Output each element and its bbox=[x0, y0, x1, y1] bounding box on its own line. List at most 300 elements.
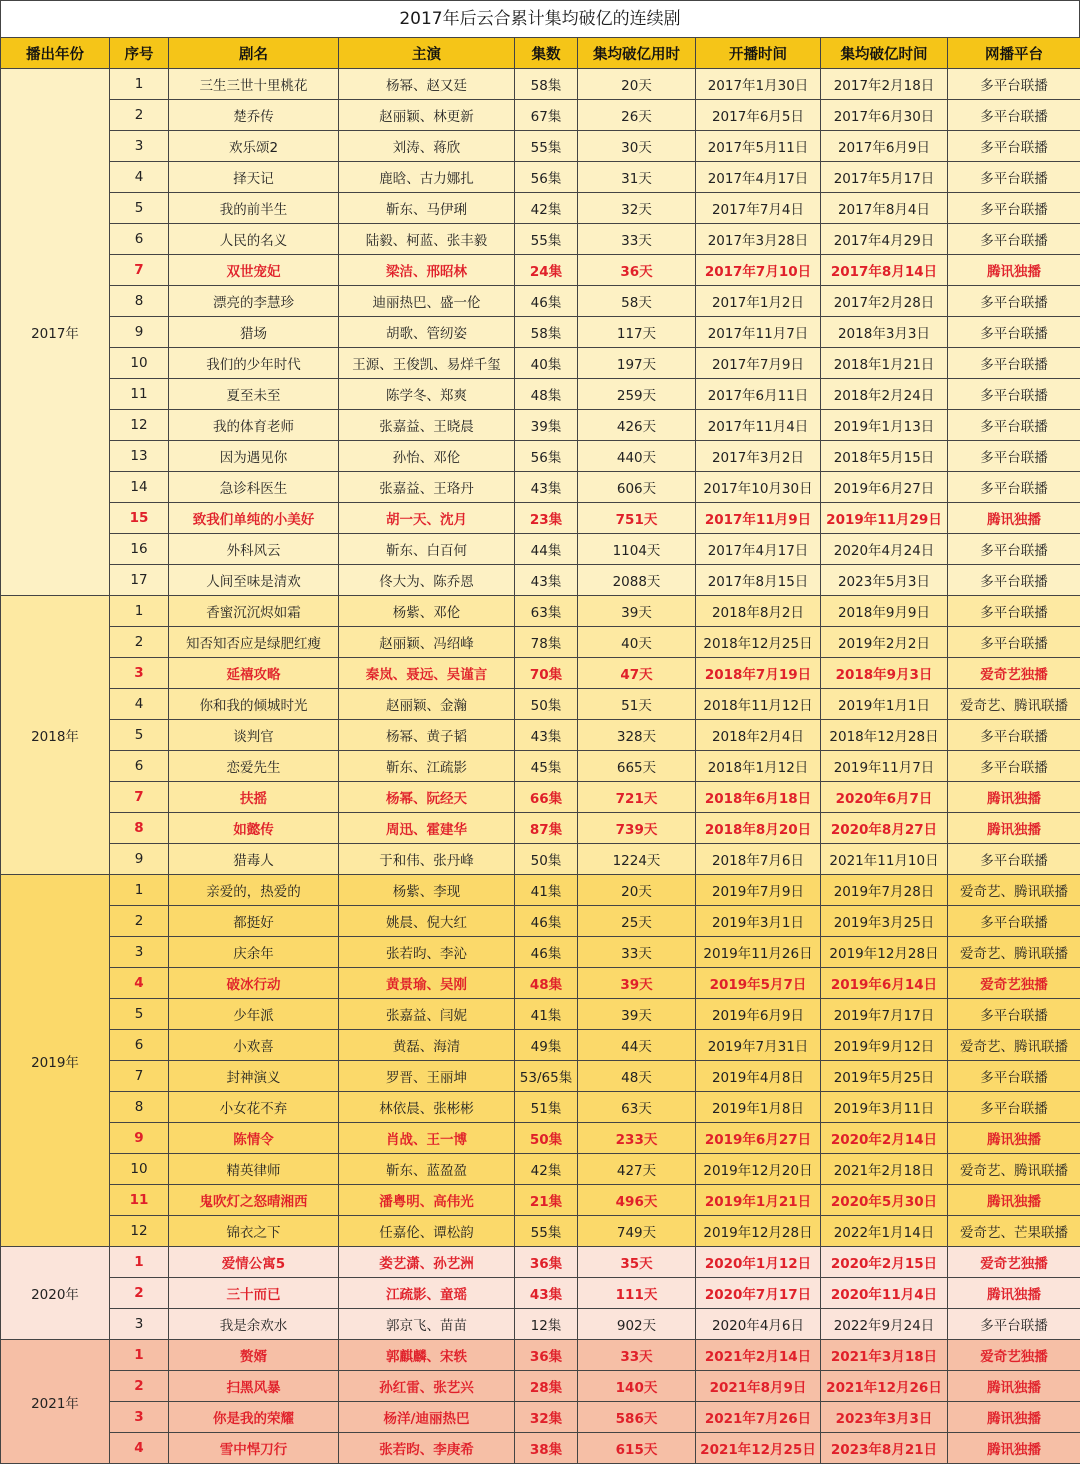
reach-date-cell: 2023年5月3日 bbox=[821, 565, 948, 596]
start-date-cell: 2020年4月6日 bbox=[696, 1309, 821, 1340]
drama-name-cell: 鬼吹灯之怒晴湘西 bbox=[169, 1185, 339, 1216]
reach-date-cell: 2021年11月10日 bbox=[821, 844, 948, 875]
table-row bbox=[1, 534, 1080, 565]
episodes-cell: 50集 bbox=[515, 1123, 578, 1154]
days-to-100m-cell: 721天 bbox=[578, 782, 696, 813]
days-to-100m-cell: 606天 bbox=[578, 472, 696, 503]
episodes-cell: 48集 bbox=[515, 379, 578, 410]
days-to-100m-cell: 427天 bbox=[578, 1154, 696, 1185]
row-no-cell: 2 bbox=[110, 627, 169, 658]
row-no-cell: 5 bbox=[110, 720, 169, 751]
platform-cell: 多平台联播 bbox=[948, 348, 1080, 379]
row-no-cell: 1 bbox=[110, 1247, 169, 1278]
row-no-cell: 12 bbox=[110, 1216, 169, 1247]
header-days: 集均破亿用时 bbox=[578, 38, 696, 69]
reach-date-cell: 2017年5月17日 bbox=[821, 162, 948, 193]
reach-date-cell: 2020年2月15日 bbox=[821, 1247, 948, 1278]
drama-name-cell: 赘婿 bbox=[169, 1340, 339, 1371]
cast-cell: 黄景瑜、吴刚 bbox=[339, 968, 515, 999]
platform-cell: 多平台联播 bbox=[948, 720, 1080, 751]
episodes-cell: 23集 bbox=[515, 503, 578, 534]
episodes-cell: 41集 bbox=[515, 999, 578, 1030]
drama-name-cell: 因为遇见你 bbox=[169, 441, 339, 472]
platform-cell: 腾讯独播 bbox=[948, 782, 1080, 813]
platform-cell: 爱奇艺、腾讯联播 bbox=[948, 875, 1080, 906]
cast-cell: 王源、王俊凯、易烊千玺 bbox=[339, 348, 515, 379]
start-date-cell: 2017年7月9日 bbox=[696, 348, 821, 379]
days-to-100m-cell: 51天 bbox=[578, 689, 696, 720]
platform-cell: 多平台联播 bbox=[948, 472, 1080, 503]
cast-cell: 罗晋、王丽坤 bbox=[339, 1061, 515, 1092]
year-cell: 2020年 bbox=[1, 1247, 110, 1340]
cast-cell: 杨幂、赵又廷 bbox=[339, 69, 515, 100]
start-date-cell: 2018年7月6日 bbox=[696, 844, 821, 875]
cast-cell: 靳东、蓝盈盈 bbox=[339, 1154, 515, 1185]
drama-name-cell: 封神演义 bbox=[169, 1061, 339, 1092]
cast-cell: 张嘉益、王珞丹 bbox=[339, 472, 515, 503]
drama-name-cell: 你和我的倾城时光 bbox=[169, 689, 339, 720]
table-row bbox=[1, 1309, 1080, 1340]
drama-name-cell: 陈情令 bbox=[169, 1123, 339, 1154]
days-to-100m-cell: 111天 bbox=[578, 1278, 696, 1309]
header-year: 播出年份 bbox=[1, 38, 110, 69]
year-cell: 2019年 bbox=[1, 875, 110, 1247]
row-no-cell: 6 bbox=[110, 751, 169, 782]
episodes-cell: 56集 bbox=[515, 162, 578, 193]
episodes-cell: 55集 bbox=[515, 1216, 578, 1247]
start-date-cell: 2018年6月18日 bbox=[696, 782, 821, 813]
drama-name-cell: 延禧攻略 bbox=[169, 658, 339, 689]
row-no-cell: 7 bbox=[110, 255, 169, 286]
days-to-100m-cell: 20天 bbox=[578, 69, 696, 100]
header-row bbox=[1, 38, 1080, 69]
episodes-cell: 43集 bbox=[515, 565, 578, 596]
table-row bbox=[1, 1433, 1080, 1464]
days-to-100m-cell: 2088天 bbox=[578, 565, 696, 596]
row-no-cell: 6 bbox=[110, 224, 169, 255]
episodes-cell: 28集 bbox=[515, 1371, 578, 1402]
episodes-cell: 12集 bbox=[515, 1309, 578, 1340]
start-date-cell: 2018年8月20日 bbox=[696, 813, 821, 844]
episodes-cell: 63集 bbox=[515, 596, 578, 627]
table-row bbox=[1, 689, 1080, 720]
episodes-cell: 48集 bbox=[515, 968, 578, 999]
row-no-cell: 11 bbox=[110, 1185, 169, 1216]
drama-name-cell: 三生三世十里桃花 bbox=[169, 69, 339, 100]
days-to-100m-cell: 33天 bbox=[578, 1340, 696, 1371]
row-no-cell: 3 bbox=[110, 937, 169, 968]
episodes-cell: 24集 bbox=[515, 255, 578, 286]
days-to-100m-cell: 31天 bbox=[578, 162, 696, 193]
days-to-100m-cell: 33天 bbox=[578, 224, 696, 255]
start-date-cell: 2017年11月4日 bbox=[696, 410, 821, 441]
episodes-cell: 42集 bbox=[515, 1154, 578, 1185]
row-no-cell: 12 bbox=[110, 410, 169, 441]
row-no-cell: 8 bbox=[110, 813, 169, 844]
platform-cell: 多平台联播 bbox=[948, 162, 1080, 193]
start-date-cell: 2019年5月7日 bbox=[696, 968, 821, 999]
days-to-100m-cell: 32天 bbox=[578, 193, 696, 224]
drama-name-cell: 我的前半生 bbox=[169, 193, 339, 224]
days-to-100m-cell: 749天 bbox=[578, 1216, 696, 1247]
cast-cell: 张若昀、李庚希 bbox=[339, 1433, 515, 1464]
drama-name-cell: 猎毒人 bbox=[169, 844, 339, 875]
table-row bbox=[1, 720, 1080, 751]
table-row bbox=[1, 1216, 1080, 1247]
reach-date-cell: 2019年11月29日 bbox=[821, 503, 948, 534]
platform-cell: 多平台联播 bbox=[948, 1309, 1080, 1340]
days-to-100m-cell: 35天 bbox=[578, 1247, 696, 1278]
episodes-cell: 43集 bbox=[515, 1278, 578, 1309]
cast-cell: 肖战、王一博 bbox=[339, 1123, 515, 1154]
platform-cell: 多平台联播 bbox=[948, 751, 1080, 782]
table-row bbox=[1, 162, 1080, 193]
start-date-cell: 2017年11月9日 bbox=[696, 503, 821, 534]
reach-date-cell: 2019年7月28日 bbox=[821, 875, 948, 906]
cast-cell: 郭麒麟、宋轶 bbox=[339, 1340, 515, 1371]
start-date-cell: 2019年4月8日 bbox=[696, 1061, 821, 1092]
table-row bbox=[1, 906, 1080, 937]
episodes-cell: 70集 bbox=[515, 658, 578, 689]
cast-cell: 杨幂、阮经天 bbox=[339, 782, 515, 813]
reach-date-cell: 2020年11月4日 bbox=[821, 1278, 948, 1309]
days-to-100m-cell: 33天 bbox=[578, 937, 696, 968]
header-episodes: 集数 bbox=[515, 38, 578, 69]
drama-name-cell: 择天记 bbox=[169, 162, 339, 193]
days-to-100m-cell: 440天 bbox=[578, 441, 696, 472]
episodes-cell: 58集 bbox=[515, 69, 578, 100]
episodes-cell: 46集 bbox=[515, 906, 578, 937]
reach-date-cell: 2021年12月26日 bbox=[821, 1371, 948, 1402]
reach-date-cell: 2019年9月12日 bbox=[821, 1030, 948, 1061]
table-row bbox=[1, 100, 1080, 131]
platform-cell: 腾讯独播 bbox=[948, 1278, 1080, 1309]
platform-cell: 爱奇艺、腾讯联播 bbox=[948, 689, 1080, 720]
row-no-cell: 15 bbox=[110, 503, 169, 534]
days-to-100m-cell: 615天 bbox=[578, 1433, 696, 1464]
drama-name-cell: 谈判官 bbox=[169, 720, 339, 751]
drama-name-cell: 雪中悍刀行 bbox=[169, 1433, 339, 1464]
table-row bbox=[1, 193, 1080, 224]
cast-cell: 佟大为、陈乔恩 bbox=[339, 565, 515, 596]
table-row bbox=[1, 255, 1080, 286]
episodes-cell: 46集 bbox=[515, 286, 578, 317]
platform-cell: 多平台联播 bbox=[948, 844, 1080, 875]
start-date-cell: 2017年5月11日 bbox=[696, 131, 821, 162]
row-no-cell: 5 bbox=[110, 193, 169, 224]
platform-cell: 腾讯独播 bbox=[948, 1433, 1080, 1464]
drama-name-cell: 爱情公寓5 bbox=[169, 1247, 339, 1278]
page-title: 2017年后云合累计集均破亿的连续剧 bbox=[0, 0, 1080, 37]
episodes-cell: 43集 bbox=[515, 720, 578, 751]
reach-date-cell: 2023年3月3日 bbox=[821, 1402, 948, 1433]
cast-cell: 于和伟、张丹峰 bbox=[339, 844, 515, 875]
drama-name-cell: 如懿传 bbox=[169, 813, 339, 844]
drama-name-cell: 亲爱的，热爱的 bbox=[169, 875, 339, 906]
cast-cell: 林依晨、张彬彬 bbox=[339, 1092, 515, 1123]
platform-cell: 多平台联播 bbox=[948, 100, 1080, 131]
start-date-cell: 2021年7月26日 bbox=[696, 1402, 821, 1433]
platform-cell: 多平台联播 bbox=[948, 1061, 1080, 1092]
table-row bbox=[1, 596, 1080, 627]
drama-name-cell: 小女花不弃 bbox=[169, 1092, 339, 1123]
table-row bbox=[1, 1371, 1080, 1402]
table-row bbox=[1, 441, 1080, 472]
drama-name-cell: 少年派 bbox=[169, 999, 339, 1030]
episodes-cell: 51集 bbox=[515, 1092, 578, 1123]
drama-name-cell: 破冰行动 bbox=[169, 968, 339, 999]
platform-cell: 多平台联播 bbox=[948, 317, 1080, 348]
episodes-cell: 67集 bbox=[515, 100, 578, 131]
cast-cell: 陆毅、柯蓝、张丰毅 bbox=[339, 224, 515, 255]
cast-cell: 赵丽颖、冯绍峰 bbox=[339, 627, 515, 658]
table-row bbox=[1, 782, 1080, 813]
table-row bbox=[1, 503, 1080, 534]
drama-name-cell: 知否知否应是绿肥红瘦 bbox=[169, 627, 339, 658]
platform-cell: 爱奇艺、芒果联播 bbox=[948, 1216, 1080, 1247]
drama-name-cell: 我的体育老师 bbox=[169, 410, 339, 441]
cast-cell: 姚晨、倪大红 bbox=[339, 906, 515, 937]
episodes-cell: 32集 bbox=[515, 1402, 578, 1433]
start-date-cell: 2021年8月9日 bbox=[696, 1371, 821, 1402]
start-date-cell: 2019年12月20日 bbox=[696, 1154, 821, 1185]
cast-cell: 陈学冬、郑爽 bbox=[339, 379, 515, 410]
year-cell: 2021年 bbox=[1, 1340, 110, 1464]
drama-name-cell: 精英律师 bbox=[169, 1154, 339, 1185]
cast-cell: 潘粤明、高伟光 bbox=[339, 1185, 515, 1216]
table-row bbox=[1, 937, 1080, 968]
start-date-cell: 2017年10月30日 bbox=[696, 472, 821, 503]
start-date-cell: 2019年7月9日 bbox=[696, 875, 821, 906]
platform-cell: 腾讯独播 bbox=[948, 1371, 1080, 1402]
drama-name-cell: 致我们单纯的小美好 bbox=[169, 503, 339, 534]
episodes-cell: 36集 bbox=[515, 1247, 578, 1278]
platform-cell: 多平台联播 bbox=[948, 906, 1080, 937]
row-no-cell: 4 bbox=[110, 689, 169, 720]
drama-name-cell: 锦衣之下 bbox=[169, 1216, 339, 1247]
days-to-100m-cell: 30天 bbox=[578, 131, 696, 162]
row-no-cell: 10 bbox=[110, 1154, 169, 1185]
start-date-cell: 2019年6月27日 bbox=[696, 1123, 821, 1154]
row-no-cell: 2 bbox=[110, 100, 169, 131]
platform-cell: 腾讯独播 bbox=[948, 255, 1080, 286]
table-row bbox=[1, 875, 1080, 906]
table-row bbox=[1, 379, 1080, 410]
cast-cell: 梁洁、邢昭林 bbox=[339, 255, 515, 286]
days-to-100m-cell: 39天 bbox=[578, 999, 696, 1030]
days-to-100m-cell: 20天 bbox=[578, 875, 696, 906]
table-row bbox=[1, 286, 1080, 317]
row-no-cell: 16 bbox=[110, 534, 169, 565]
reach-date-cell: 2019年6月14日 bbox=[821, 968, 948, 999]
drama-name-cell: 庆余年 bbox=[169, 937, 339, 968]
cast-cell: 张若昀、李沁 bbox=[339, 937, 515, 968]
table-row bbox=[1, 1030, 1080, 1061]
episodes-cell: 38集 bbox=[515, 1433, 578, 1464]
platform-cell: 多平台联播 bbox=[948, 410, 1080, 441]
days-to-100m-cell: 44天 bbox=[578, 1030, 696, 1061]
platform-cell: 爱奇艺、腾讯联播 bbox=[948, 937, 1080, 968]
table-row bbox=[1, 844, 1080, 875]
reach-date-cell: 2019年12月28日 bbox=[821, 937, 948, 968]
table-row bbox=[1, 131, 1080, 162]
reach-date-cell: 2019年3月25日 bbox=[821, 906, 948, 937]
cast-cell: 赵丽颖、金瀚 bbox=[339, 689, 515, 720]
row-no-cell: 1 bbox=[110, 1340, 169, 1371]
cast-cell: 杨洋/迪丽热巴 bbox=[339, 1402, 515, 1433]
table-row bbox=[1, 1061, 1080, 1092]
episodes-cell: 44集 bbox=[515, 534, 578, 565]
days-to-100m-cell: 586天 bbox=[578, 1402, 696, 1433]
reach-date-cell: 2020年2月14日 bbox=[821, 1123, 948, 1154]
platform-cell: 多平台联播 bbox=[948, 193, 1080, 224]
cast-cell: 周迅、霍建华 bbox=[339, 813, 515, 844]
days-to-100m-cell: 25天 bbox=[578, 906, 696, 937]
days-to-100m-cell: 1104天 bbox=[578, 534, 696, 565]
reach-date-cell: 2017年6月9日 bbox=[821, 131, 948, 162]
platform-cell: 腾讯独播 bbox=[948, 1123, 1080, 1154]
table-row bbox=[1, 348, 1080, 379]
table-row bbox=[1, 565, 1080, 596]
reach-date-cell: 2018年9月9日 bbox=[821, 596, 948, 627]
table-row bbox=[1, 224, 1080, 255]
start-date-cell: 2019年1月8日 bbox=[696, 1092, 821, 1123]
row-no-cell: 3 bbox=[110, 131, 169, 162]
drama-name-cell: 三十而已 bbox=[169, 1278, 339, 1309]
drama-name-cell: 猎场 bbox=[169, 317, 339, 348]
drama-name-cell: 我们的少年时代 bbox=[169, 348, 339, 379]
platform-cell: 腾讯独播 bbox=[948, 813, 1080, 844]
platform-cell: 爱奇艺、腾讯联播 bbox=[948, 1030, 1080, 1061]
drama-name-cell: 你是我的荣耀 bbox=[169, 1402, 339, 1433]
reach-date-cell: 2023年8月21日 bbox=[821, 1433, 948, 1464]
start-date-cell: 2019年1月21日 bbox=[696, 1185, 821, 1216]
row-no-cell: 7 bbox=[110, 1061, 169, 1092]
episodes-cell: 55集 bbox=[515, 131, 578, 162]
table-row bbox=[1, 317, 1080, 348]
row-no-cell: 1 bbox=[110, 69, 169, 100]
days-to-100m-cell: 63天 bbox=[578, 1092, 696, 1123]
row-no-cell: 11 bbox=[110, 379, 169, 410]
episodes-cell: 49集 bbox=[515, 1030, 578, 1061]
reach-date-cell: 2017年8月14日 bbox=[821, 255, 948, 286]
row-no-cell: 10 bbox=[110, 348, 169, 379]
start-date-cell: 2017年1月2日 bbox=[696, 286, 821, 317]
days-to-100m-cell: 140天 bbox=[578, 1371, 696, 1402]
row-no-cell: 3 bbox=[110, 658, 169, 689]
cast-cell: 胡一天、沈月 bbox=[339, 503, 515, 534]
episodes-cell: 46集 bbox=[515, 937, 578, 968]
platform-cell: 多平台联播 bbox=[948, 379, 1080, 410]
episodes-cell: 56集 bbox=[515, 441, 578, 472]
days-to-100m-cell: 426天 bbox=[578, 410, 696, 441]
days-to-100m-cell: 40天 bbox=[578, 627, 696, 658]
cast-cell: 张嘉益、王晓晨 bbox=[339, 410, 515, 441]
start-date-cell: 2018年7月19日 bbox=[696, 658, 821, 689]
table-row bbox=[1, 999, 1080, 1030]
row-no-cell: 2 bbox=[110, 1278, 169, 1309]
days-to-100m-cell: 58天 bbox=[578, 286, 696, 317]
row-no-cell: 13 bbox=[110, 441, 169, 472]
reach-date-cell: 2017年2月18日 bbox=[821, 69, 948, 100]
days-to-100m-cell: 48天 bbox=[578, 1061, 696, 1092]
start-date-cell: 2018年2月4日 bbox=[696, 720, 821, 751]
cast-cell: 娄艺潇、孙艺洲 bbox=[339, 1247, 515, 1278]
platform-cell: 爱奇艺、腾讯联播 bbox=[948, 1154, 1080, 1185]
cast-cell: 郭京飞、苗苗 bbox=[339, 1309, 515, 1340]
days-to-100m-cell: 259天 bbox=[578, 379, 696, 410]
episodes-cell: 87集 bbox=[515, 813, 578, 844]
days-to-100m-cell: 47天 bbox=[578, 658, 696, 689]
start-date-cell: 2017年6月5日 bbox=[696, 100, 821, 131]
platform-cell: 腾讯独播 bbox=[948, 503, 1080, 534]
platform-cell: 腾讯独播 bbox=[948, 1185, 1080, 1216]
cast-cell: 刘涛、蒋欣 bbox=[339, 131, 515, 162]
days-to-100m-cell: 751天 bbox=[578, 503, 696, 534]
reach-date-cell: 2017年8月4日 bbox=[821, 193, 948, 224]
reach-date-cell: 2020年4月24日 bbox=[821, 534, 948, 565]
episodes-cell: 41集 bbox=[515, 875, 578, 906]
reach-date-cell: 2020年8月27日 bbox=[821, 813, 948, 844]
cast-cell: 孙怡、邓伦 bbox=[339, 441, 515, 472]
cast-cell: 靳东、白百何 bbox=[339, 534, 515, 565]
reach-date-cell: 2019年5月25日 bbox=[821, 1061, 948, 1092]
platform-cell: 爱奇艺独播 bbox=[948, 968, 1080, 999]
table-row bbox=[1, 1340, 1080, 1371]
reach-date-cell: 2022年1月14日 bbox=[821, 1216, 948, 1247]
episodes-cell: 45集 bbox=[515, 751, 578, 782]
header-name: 剧名 bbox=[169, 38, 339, 69]
cast-cell: 黄磊、海清 bbox=[339, 1030, 515, 1061]
row-no-cell: 3 bbox=[110, 1309, 169, 1340]
platform-cell: 多平台联播 bbox=[948, 69, 1080, 100]
drama-name-cell: 恋爱先生 bbox=[169, 751, 339, 782]
row-no-cell: 5 bbox=[110, 999, 169, 1030]
drama-name-cell: 漂亮的李慧珍 bbox=[169, 286, 339, 317]
start-date-cell: 2018年11月12日 bbox=[696, 689, 821, 720]
reach-date-cell: 2018年9月3日 bbox=[821, 658, 948, 689]
row-no-cell: 4 bbox=[110, 968, 169, 999]
reach-date-cell: 2018年3月3日 bbox=[821, 317, 948, 348]
start-date-cell: 2019年7月31日 bbox=[696, 1030, 821, 1061]
platform-cell: 爱奇艺独播 bbox=[948, 658, 1080, 689]
days-to-100m-cell: 328天 bbox=[578, 720, 696, 751]
cast-cell: 迪丽热巴、盛一伦 bbox=[339, 286, 515, 317]
start-date-cell: 2017年8月15日 bbox=[696, 565, 821, 596]
drama-name-cell: 都挺好 bbox=[169, 906, 339, 937]
start-date-cell: 2021年12月25日 bbox=[696, 1433, 821, 1464]
reach-date-cell: 2022年9月24日 bbox=[821, 1309, 948, 1340]
cast-cell: 张嘉益、闫妮 bbox=[339, 999, 515, 1030]
table-row bbox=[1, 1185, 1080, 1216]
start-date-cell: 2019年3月1日 bbox=[696, 906, 821, 937]
table-row bbox=[1, 1154, 1080, 1185]
drama-name-cell: 欢乐颂2 bbox=[169, 131, 339, 162]
start-date-cell: 2020年1月12日 bbox=[696, 1247, 821, 1278]
header-platform: 网播平台 bbox=[948, 38, 1080, 69]
reach-date-cell: 2019年1月1日 bbox=[821, 689, 948, 720]
days-to-100m-cell: 665天 bbox=[578, 751, 696, 782]
reach-date-cell: 2019年6月27日 bbox=[821, 472, 948, 503]
cast-cell: 靳东、马伊琍 bbox=[339, 193, 515, 224]
days-to-100m-cell: 26天 bbox=[578, 100, 696, 131]
table-body bbox=[1, 69, 1080, 1464]
table-row bbox=[1, 813, 1080, 844]
drama-name-cell: 外科风云 bbox=[169, 534, 339, 565]
drama-name-cell: 人间至味是清欢 bbox=[169, 565, 339, 596]
drama-name-cell: 香蜜沉沉烬如霜 bbox=[169, 596, 339, 627]
reach-date-cell: 2017年4月29日 bbox=[821, 224, 948, 255]
